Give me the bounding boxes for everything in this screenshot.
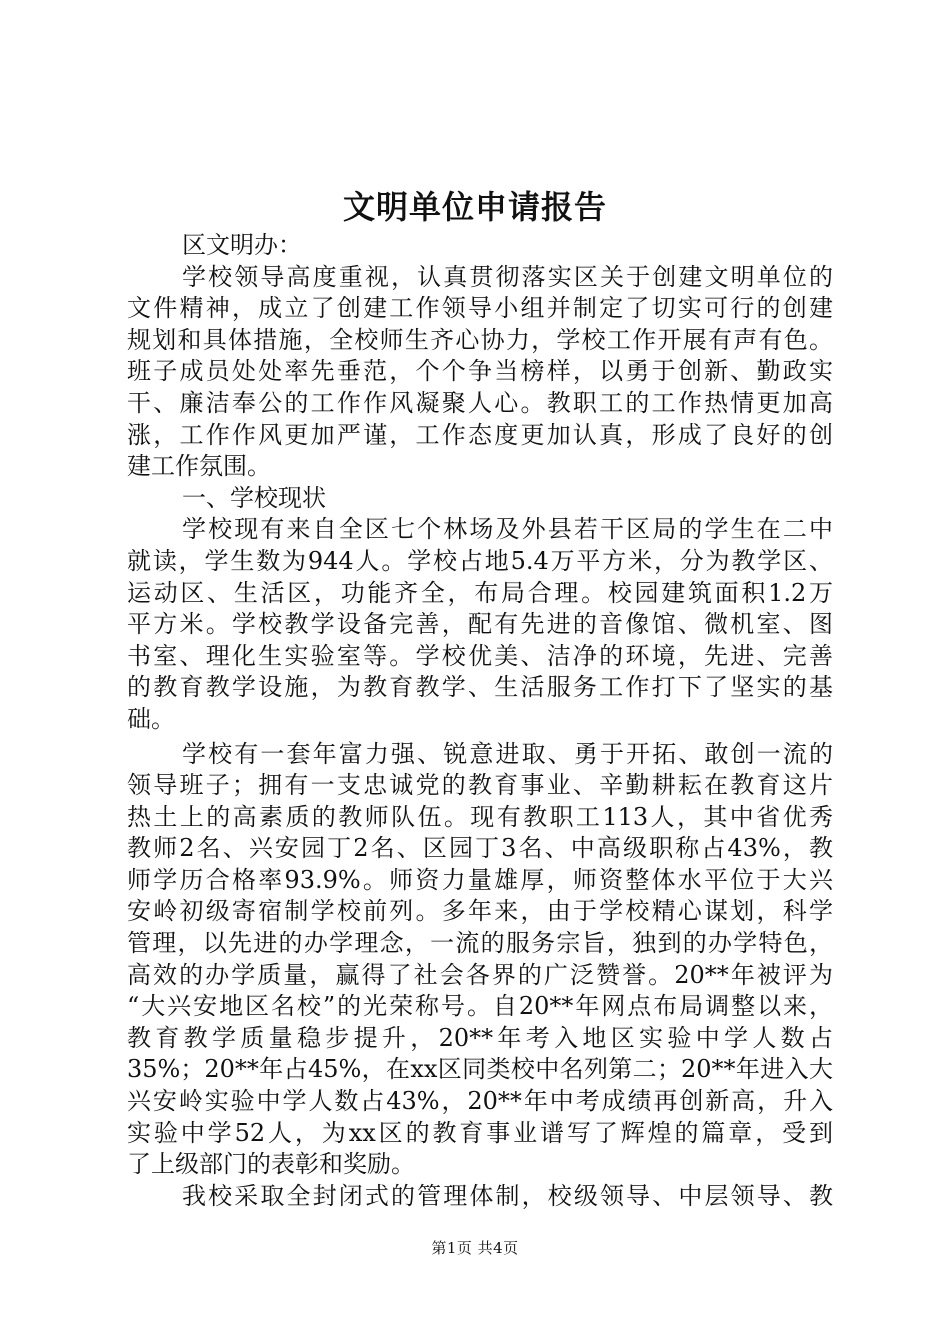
- text-line: 就读，学生数为944人。学校占地5.4万平方米，分为教学区、: [127, 546, 833, 575]
- text-line: 实验中学52人，为xx区的教育事业谱写了辉煌的篇章，受到: [127, 1118, 833, 1147]
- text-line: 师学历合格率93.9%。师资力量雄厚，师资整体水平位于大兴: [127, 865, 833, 894]
- text-line: 我校采取全封闭式的管理体制，校级领导、中层领导、教: [182, 1181, 833, 1210]
- paragraph-heading: [127, 483, 833, 515]
- paragraph-body: [127, 262, 833, 483]
- page-number-footer: 第1页 共4页: [431, 1239, 519, 1257]
- text-line: 教育教学质量稳步提升，20**年考入地区实验中学人数占: [127, 1023, 833, 1052]
- paragraph-salutation: [127, 230, 833, 262]
- text-line: 一、学校现状: [182, 483, 326, 512]
- paragraph-body: [127, 739, 833, 1181]
- text-line: 学校领导高度重视，认真贯彻落实区关于创建文明单位的: [182, 262, 833, 291]
- text-line: 了上级部门的表彰和奖励。: [127, 1150, 415, 1179]
- text-line: 学校有一套年富力强、锐意进取、勇于开拓、敢创一流的: [182, 739, 833, 768]
- text-line: 规划和具体措施，全校师生齐心协力，学校工作开展有声有色。: [127, 325, 833, 354]
- text-line: 文件精神，成立了创建工作领导小组并制定了切实可行的创建: [127, 294, 833, 323]
- text-line: 运动区、生活区，功能齐全，布局合理。校园建筑面积1.2万: [127, 578, 833, 607]
- document-body: [127, 230, 833, 1212]
- text-line: 兴安岭实验中学人数占43%，20**年中考成绩再创新高，升入: [127, 1087, 833, 1116]
- text-line: 平方米。学校教学设备完善，配有先进的音像馆、微机室、图: [127, 610, 833, 639]
- text-line: 的教育教学设施，为教育教学、生活服务工作打下了坚实的基: [127, 673, 833, 702]
- paragraph-body: [127, 514, 833, 735]
- text-line: “大兴安地区名校”的光荣称号。自20**年网点布局调整以来，: [127, 992, 833, 1021]
- text-line: 35%；20**年占45%，在xx区同类校中名列第二；20**年进入大: [127, 1055, 833, 1084]
- text-line: 书室、理化生实验室等。学校优美、洁净的环境，先进、完善: [127, 641, 833, 670]
- document-title: 文明单位申请报告: [342, 188, 607, 226]
- text-line: 高效的办学质量，赢得了社会各界的广泛赞誉。20**年被评为: [127, 960, 833, 989]
- text-line: 教师2名、兴安园丁2名、区园丁3名、中高级职称占43%，教: [127, 834, 833, 863]
- paragraph-body-partial: [127, 1181, 833, 1213]
- text-line: 建工作氛围。: [127, 452, 271, 481]
- text-line: 安岭初级寄宿制学校前列。多年来，由于学校精心谋划，科学: [127, 897, 833, 926]
- text-line: 班子成员处处率先垂范，个个争当榜样，以勇于创新、勤政实: [127, 357, 833, 386]
- text-line: 干、廉洁奉公的工作作风凝聚人心。教职工的工作热情更加高: [127, 388, 833, 417]
- text-line: 管理，以先进的办学理念，一流的服务宗旨，独到的办学特色，: [127, 929, 833, 958]
- text-line: 领导班子；拥有一支忠诚党的教育事业、辛勤耕耘在教育这片: [127, 771, 833, 800]
- text-line: 涨，工作作风更加严谨，工作态度更加认真，形成了良好的创: [127, 420, 833, 449]
- text-line: 区文明办：: [182, 231, 302, 259]
- text-line: 学校现有来自全区七个林场及外县若干区局的学生在二中: [182, 515, 833, 544]
- text-line: 热土上的高素质的教师队伍。现有教职工113人，其中省优秀: [127, 802, 833, 831]
- text-line: 础。: [127, 704, 175, 733]
